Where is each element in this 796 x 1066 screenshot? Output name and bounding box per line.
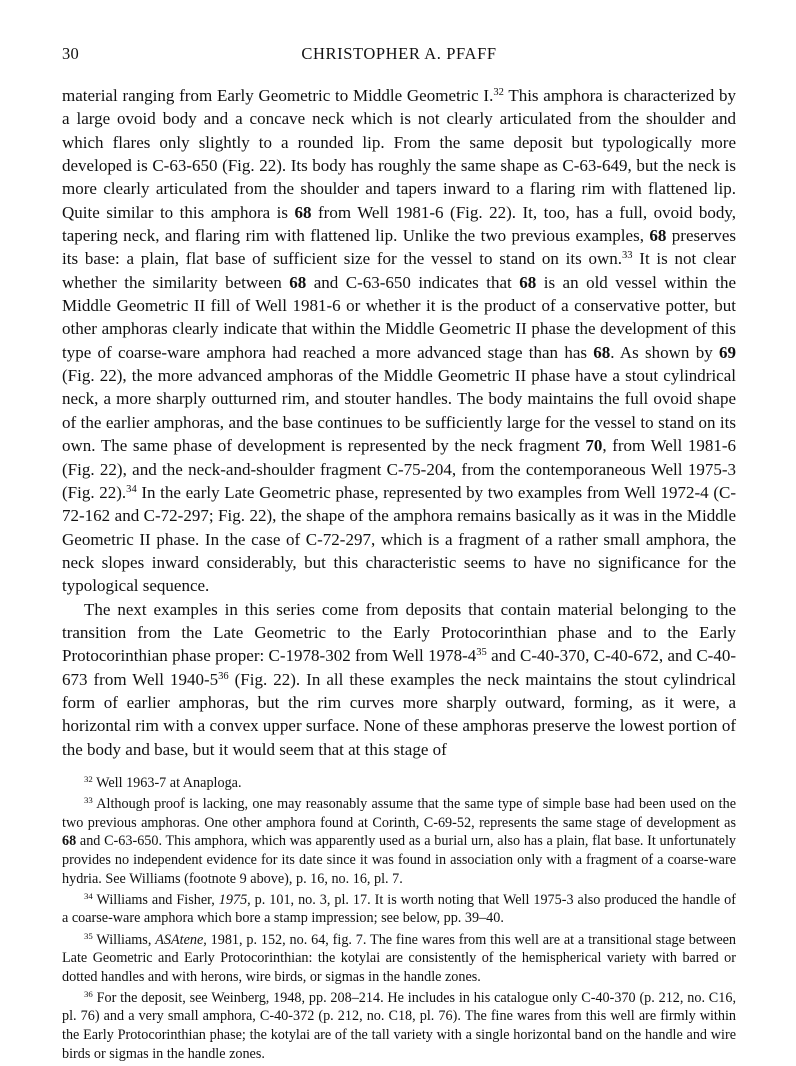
footnote-text: Williams and Fisher, [92,891,219,908]
catalogue-number: 68 [649,226,667,246]
text-run: In the early Late Geometric phase, represented by two examples from Well 1972-4 (C-72-162 and C-72-297; Fig. 22), the shape of the amphora remains basically as it was in the Middle Geometric II phase. In the case of C-72-297, which is a fragment of a rather small amphora, the neck slopes inward considerably, but this characteristic seems to have no significance for the typological sequence. [62,482,737,596]
footnote-ref-36[interactable]: 36 [218,670,229,682]
footnote-33 [62,795,736,888]
footnote-text: Williams, [92,931,156,948]
text-run: The next examples in this series come from deposits that contain material belonging to the transition from the Late Geometric to the Early Protocorinthian phase and to the Early Protocorinthian phase proper: C-1978-302 from Well 1978-4 [62,599,736,666]
catalogue-number: 68 [294,202,312,222]
page-header [62,28,736,63]
footnote-ref-35[interactable]: 35 [476,647,487,659]
paragraph-2 [62,598,736,761]
footnote-36 [62,989,736,1063]
footnotes [62,774,736,1063]
text-run: (Fig. 22), the more advanced amphoras of the Middle Geometric II phase have a stout cylindrical neck, a more sharply outturned rim, and stouter handles. The body maintains the full ovoid shape of the earlier amphoras, and the base continues to be sufficiently large for the vessel to stand on its own. The same phase of development is represented by the neck fragment [62,366,736,456]
citation-title: 1975 [218,891,248,908]
footnote-34 [62,891,736,928]
footnote-number: 36 [84,989,93,1000]
text-run: and C-40-370, C-40-672, and C-40-673 from Well 1940-5 [62,646,737,689]
text-run: material ranging from Early Geometric to Middle Geometric I. [62,86,494,105]
text-run: is an old vessel within the Middle Geometric II fill of Well 1981-6 or whether it is the product of a conservative potter, but other amphoras clearly indicate that within the Middle Geometric II phase the development of this type of coarse-ware amphora had reached a more advanced stage than has [62,272,736,362]
text-run: preserves its base: a plain, flat base of sufficient size for the vessel to stand on its own. [62,226,736,269]
footnote-text: For the deposit, see Weinberg, 1948, pp. 208–214. He includes in his catalogue only C-40-370 (p. 212, no. C16, pl. 76) and a very small amphora, C-40-372 (p. 212, no. C18, pl. 76). The fine wares from this well are firmly within the Early Protocorinthian phase; the kotylai are of the tall variety with a single horizontal band on the handle and wire birds or sigmas in the handle zones. [62,989,736,1062]
main-text [62,84,736,761]
catalogue-number: 68 [62,833,77,850]
footnote-text: , 1981, p. 152, no. 64, fig. 7. The fine wares from this well are at a transitional stage between Late Geometric and Early Protocorinthian: the kotylai are consistently of the hemispherical variety with barred or dotted handles and with herons, wire birds, or sigmas in the handle zones. [62,931,737,985]
page-number: 30 [62,44,80,63]
running-head: CHRISTOPHER A. PFAFF [301,44,497,63]
text-run: and C-63-650 indicates that [306,272,520,292]
footnote-text: Although proof is lacking, one may reasonably assume that the same type of simple base had been used on the two previous amphoras. One other amphora found at Corinth, C-69-52, represents the same stage of development as [62,796,736,831]
text-run: It is not clear whether the similarity between [62,249,737,292]
paragraph-1 [62,84,736,598]
text-run: . As shown by [610,342,719,362]
catalogue-number: 68 [289,272,307,292]
footnote-number: 33 [84,795,93,806]
footnote-ref-33[interactable]: 33 [622,250,633,262]
footnote-ref-32[interactable]: 32 [493,87,504,99]
footnote-number: 32 [84,774,93,785]
footnote-text: Well 1963-7 at Anaploga. [92,774,242,791]
footnote-number: 34 [84,890,93,901]
catalogue-number: 68 [593,342,611,362]
page [62,28,736,1066]
footnote-text: , p. 101, no. 3, pl. 17. It is worth noting that Well 1975-3 also produced the handle of a coarse-ware amphora which bore a stamp impression; see below, pp. 39–40. [62,891,736,927]
footnote-number: 35 [84,930,93,941]
footnote-35 [62,931,736,987]
catalogue-number: 70 [585,436,603,456]
citation-title: ASAtene [155,931,204,948]
catalogue-number: 68 [519,272,537,292]
text-run: This amphora is characterized by a large ovoid body and a concave neck which is not clearly articulated from the shoulder and which flares only slightly to a rounded lip. From the same deposit but typologically more developed is C-63-650 (Fig. 22). Its body has roughly the same shape as C-63-649, but the neck is more clearly articulated from the shoulder and tapers inward to a flaring rim with flattened lip. Quite similar to this amphora is [62,86,736,222]
catalogue-number: 69 [718,342,736,362]
text-run: from Well 1981-6 (Fig. 22). It, too, has a full, ovoid body, tapering neck, and flaring rim with flattened lip. Unlike the two previous examples, [62,202,736,246]
text-run: (Fig. 22). In all these examples the neck maintains the stout cylindrical form of earlier amphoras, but the rim curves more sharply outward, forming, as it were, a horizontal rim with a convex upper surface. None of these amphoras preserve the lowest portion of the body and base, but it would seem that at this stage of [62,669,737,759]
footnote-ref-34[interactable]: 34 [126,484,137,496]
text-run: , from Well 1981-6 (Fig. 22), and the neck-and-shoulder fragment C-75-204, from the contemporaneous Well 1975-3 (Fig. 22). [62,436,737,502]
footnote-32 [62,774,736,793]
footnote-text: and C-63-650. This amphora, which was apparently used as a burial urn, also has a plain, flat base. It unfortunately provides no independent evidence for its date since it was found in association only with a fragment of a coarse-ware hydria. See Williams (footnote 9 above), p. 16, no. 16, pl. 7. [62,833,736,887]
